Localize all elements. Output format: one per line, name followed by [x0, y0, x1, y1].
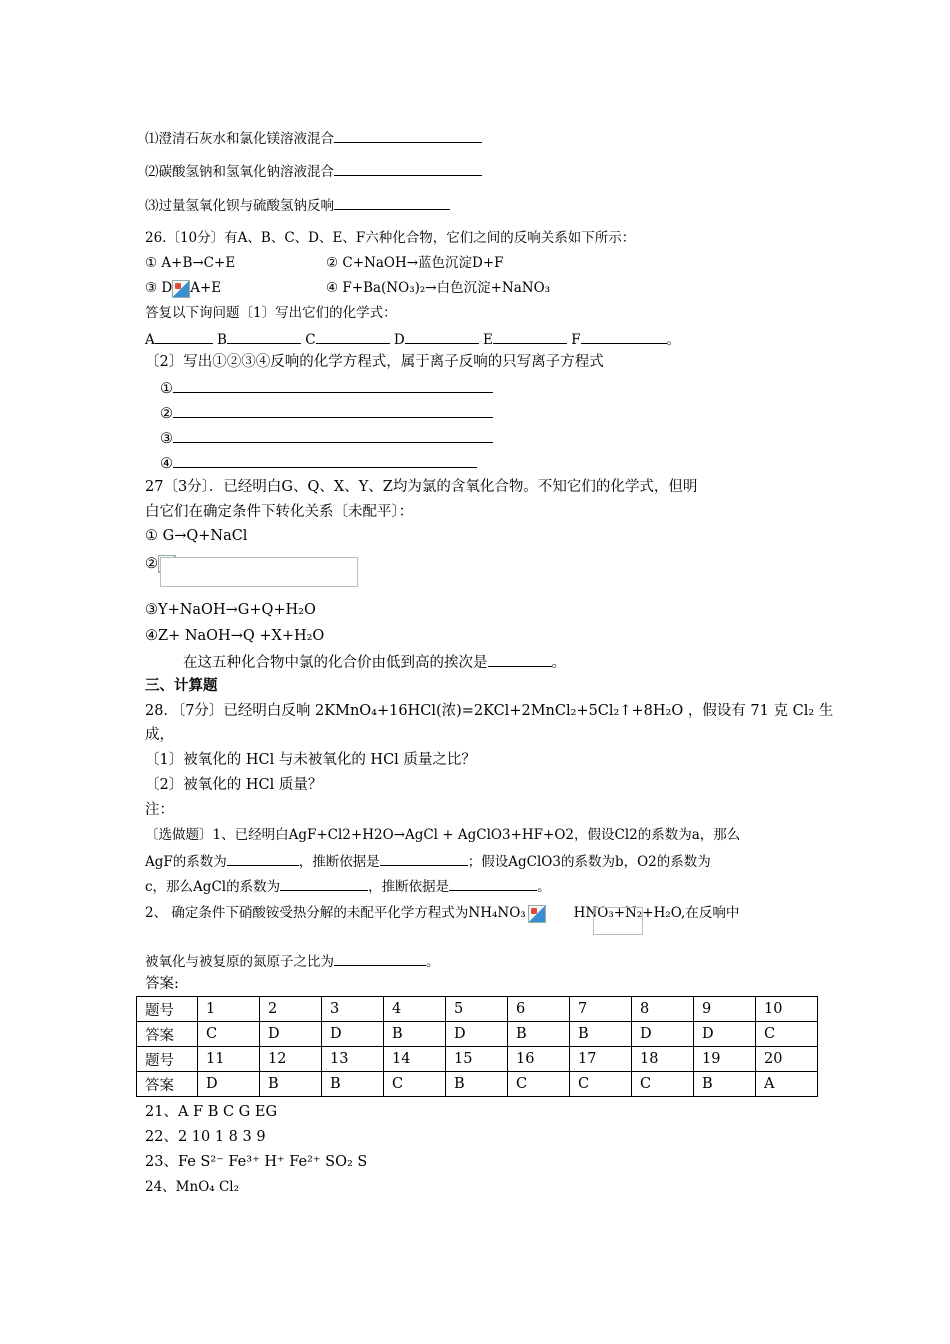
answer-blank[interactable]	[316, 328, 390, 344]
answer-blank[interactable]	[405, 328, 479, 344]
q27-line-2: 白它们在确定条件下转化关系〔未配平〕：	[145, 504, 414, 520]
table-row: 题号 1 2 3 4 5 6 7 8 9 10	[137, 997, 818, 1022]
q26-reaction-1: ① A+B→C+E	[145, 255, 236, 271]
answer-blank[interactable]	[155, 328, 213, 344]
section-heading: 三、计算题	[145, 677, 218, 694]
q26-equation-3: ③	[160, 427, 493, 449]
q27-line-1: 27〔3分〕．已经明白G、Q、X、Y、Z均为氯的含氧化合物。不知它们的化学式，但明	[145, 479, 698, 495]
q28-part-2: 〔2〕被氧化的 HCl 质量？	[145, 777, 323, 793]
q26-equation-1: ①	[160, 377, 493, 399]
q25-line-2: ⑵碳酸氢钠和氢氧化钠溶液混合	[145, 160, 482, 182]
q27-order-question: 在这五种化合物中氯的化合价由低到高的挨次是 。	[183, 651, 566, 673]
answer-blank[interactable]	[380, 850, 468, 866]
q26-reaction-3: ③ D A+E	[145, 280, 222, 296]
answer-blank[interactable]	[173, 452, 477, 468]
note-label: 注：	[145, 802, 174, 818]
answer-blank[interactable]	[173, 427, 493, 443]
q26-formula-blanks: A B C D E F 。	[145, 328, 680, 350]
q28-line-1: 28．〔7分〕已经明白反响 2KMnO₄+16HCl(浓)=2KCl+2MnCl₂+5Cl₂↑+8H₂O ，假设有 71 克 Cl₂ 生	[145, 703, 834, 719]
answer-blank[interactable]	[493, 328, 567, 344]
q27-reaction-2: ②	[145, 554, 176, 574]
answer-blank[interactable]	[488, 651, 552, 667]
q26-equation-4: ④	[160, 452, 477, 474]
q28-line-2: 成，	[145, 727, 174, 743]
answer-23: 23、Fe S²⁻ Fe³⁺ H⁺ Fe²⁺ SO₂ S	[145, 1154, 368, 1170]
q26-title: 26.〔10分〕有A、B、C、D、E、F六种化合物，它们之间的反响关系如下所示：	[145, 230, 636, 246]
answer-blank[interactable]	[334, 127, 482, 143]
answer-blank[interactable]	[449, 875, 537, 891]
answer-blank[interactable]	[581, 328, 667, 344]
broken-image-icon	[528, 905, 546, 923]
answer-blank[interactable]	[227, 328, 301, 344]
q27-reaction-1: ① G→Q+NaCl	[145, 528, 248, 544]
optional-line-4: 2、 确定条件下硝酸铵受热分解的未配平化学方程式为NH₄NO₃ HNO₃+N₂+H₂O,在反响中	[145, 905, 740, 921]
answer-blank[interactable]	[227, 850, 299, 866]
optional-line-5: 被氧化与被复原的氮原子之比为 。	[145, 950, 440, 972]
q26-reaction-2: ② C+NaOH→蓝色沉淀D+F	[326, 255, 504, 271]
q26-reaction-4: ④ F+Ba(NO₃)₂→白色沉淀+NaNO₃	[326, 280, 551, 296]
optional-line-3: c，那么AgCl的系数为 ，推断依据是 。	[145, 875, 551, 897]
answer-table	[136, 996, 818, 1097]
table-row: 答案 C D D B D B B D D C	[137, 1022, 818, 1047]
missing-image-frame	[593, 907, 643, 935]
answer-blank[interactable]	[280, 875, 368, 891]
table-row: 题号 11 12 13 14 15 16 17 18 19 20	[137, 1047, 818, 1072]
q27-reaction-4: ④Z+ NaOH→Q +X+H₂O	[145, 628, 325, 644]
q28-part-1: 〔1〕被氧化的 HCl 与未被氧化的 HCl 质量之比？	[145, 752, 476, 768]
answer-blank[interactable]	[173, 402, 493, 418]
answer-blank[interactable]	[334, 160, 482, 176]
optional-line-2: AgF的系数为 ，推断依据是 ；假设AgClO3的系数为b，O2的系数为	[145, 850, 711, 872]
q26-question-1: 答复以下询问题〔1〕写出它们的化学式：	[145, 305, 397, 321]
answer-blank[interactable]	[334, 950, 426, 966]
table-row: 答案 D B B C B C C C B A	[137, 1072, 818, 1097]
answer-blank[interactable]	[173, 377, 493, 393]
answers-label: 答案:	[145, 976, 179, 992]
optional-line-1: 〔选做题〕1、已经明白AgF+Cl2+H2O→AgCl + AgClO3+HF+O2，假设Cl2的系数为a，那么	[145, 827, 741, 843]
answer-24: 24、MnO₄ Cl₂	[145, 1179, 240, 1195]
broken-image-icon	[172, 280, 190, 298]
q25-line-1: ⑴澄清石灰水和氯化镁溶液混合	[145, 127, 482, 149]
answer-blank[interactable]	[334, 194, 450, 210]
missing-image-frame	[160, 557, 358, 587]
q27-reaction-3: ③Y+NaOH→G+Q+H₂O	[145, 602, 316, 618]
q26-question-2: 〔2〕写出①②③④反响的化学方程式，属于离子反响的只写离子方程式	[145, 354, 604, 370]
q25-line-3: ⑶过量氢氧化钡与硫酸氢钠反响	[145, 194, 450, 216]
answer-22: 22、2 10 1 8 3 9	[145, 1129, 266, 1145]
answer-21: 21、A F B C G EG	[145, 1104, 278, 1120]
q26-equation-2: ②	[160, 402, 493, 424]
